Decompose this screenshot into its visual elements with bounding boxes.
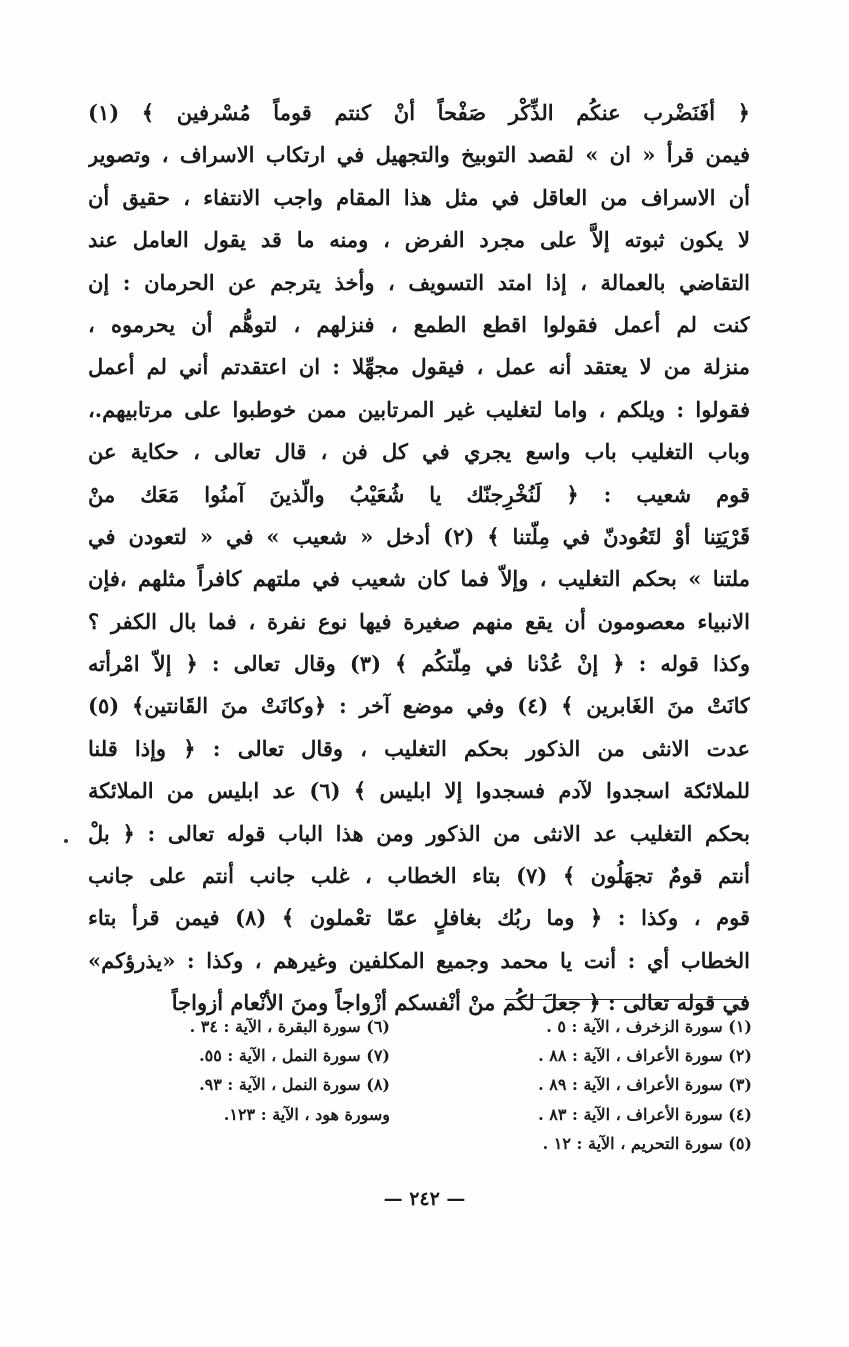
main-text: [88, 92, 750, 1025]
footnote: (٦) سورة البقرة ، الآية : ٣٤ .: [189, 1017, 390, 1036]
footnote: وسورة هود ، الآية : ١٢٣.: [223, 1104, 390, 1124]
footnote: (١) سورة الزخرف ، الآية : ٥ .: [546, 1017, 752, 1036]
text-line: عدت الانثى من الذكور بحكم التغليب ، وقال تعالى : ﴿ وإذا قلنا: [88, 735, 750, 761]
text-line: للملائكة اسجدوا لآدم فسجدوا إلا ابليس ﴾ (٦) عد ابليس من الملائكة: [88, 778, 750, 804]
text-line: الانبياء معصومون أن يقع منهم صغيرة فيها نوع نفرة ، فما بال الكفر ؟: [88, 608, 750, 634]
page-number: — ٢٤٢ —: [383, 1188, 466, 1210]
text-line: أن الاسراف من العاقل في مثل هذا المقام واجب الانتفاء ، حقيق أن: [88, 184, 750, 210]
text-line: وكذا قوله : ﴿ إنْ عُدْنا في مِلّتكُم ﴾ (٣) وقال تعالى : ﴿ إلاّ امْرأته: [88, 651, 750, 677]
footnote: (٢) سورة الأعراف ، الآية : ٨٨ .: [538, 1046, 752, 1066]
footnotes-left-column: [110, 1012, 390, 1129]
text-line: في قوله تعالى : ﴿ جعلَ لكُم منْ أنْفسكم أزْواجاً ومنَ الأنْعام أزواجاً: [171, 990, 750, 1016]
text-line: كانَتْ منَ الغَابرين ﴾ (٤) وفي موضع آخر : ﴿وكانَتْ منَ القَانتين﴾ (٥): [88, 693, 750, 719]
text-line: قَرْيَتِنا أوْ لتَعُودنّ في مِلّتنا ﴾ (٢) أدخل « شعيب » في « لتعودن في: [88, 523, 750, 549]
text-line: فيمن قرأ « ان » لقصد التوبيخ والتجهيل في ارتكاب الاسراف ، وتصوير: [88, 142, 750, 168]
text-line: ملتنا » بحكم التغليب ، وإلاّ فما كان شعيب في ملتهم كافراً مثلهم ،فإن: [88, 566, 750, 592]
margin-mark: [64, 839, 68, 843]
text-line: فقولوا : ويلكم ، واما لتغليب غير المرتابين ممن خوطبوا على مرتابيهم.،: [88, 396, 750, 422]
footnotes-right-column: [462, 1012, 752, 1158]
footnote: (٨) سورة النمل ، الآية : ٩٣.: [199, 1075, 390, 1095]
text-line: أنتم قومٌ تجهَلُون ﴾ (٧) بتاء الخطاب ، غلب جانب أنتم على جانب: [88, 863, 750, 889]
text-line: التقاضي بالعمالة ، إذا امتد التسويف ، وأخذ يترجم عن الحرمان : إن: [88, 269, 750, 295]
footnote: (٣) سورة الأعراف ، الآية : ٨٩ .: [538, 1075, 752, 1095]
text-line: ﴿ أفَنَضْرب عنكُم الذِّكْر صَفْحاً أنْ كنتم قوماً مُسْرفين ﴾ (١): [88, 100, 750, 125]
text-line: قوم شعيب : ﴿ لَنُخْرِجنّك يا شُعَيْبُ والّذينَ آمنُوا مَعَك منْ: [88, 481, 750, 507]
footnote: (٤) سورة الأعراف ، الآية : ٨٣ .: [538, 1104, 752, 1124]
text-line: قوم ، وكذا : ﴿ وما ربُك بغافلٍ عمّا تعْملون ﴾ (٨) فيمن قرأ بتاء: [88, 905, 750, 931]
text-line: كنت لم أعمل فقولوا اقطع الطمع ، فنزلهم ، لتوهُّم أن يحرموه ،: [88, 311, 750, 337]
text-line: منزلة من لا يعتقد أنه عمل ، فيقول مجهِّلا : ان اعتقدتم أني لم أعمل: [88, 354, 750, 380]
text-line: الخطاب أي : أنت يا محمد وجميع المكلفين وغيرهم ، وكذا : «يذرؤكم»: [88, 947, 750, 973]
footnote-separator: [505, 999, 747, 1000]
footnote: (٥) سورة التحريم ، الآية : ١٢ .: [542, 1133, 752, 1153]
footnote: (٧) سورة النمل ، الآية : ٥٥.: [199, 1046, 390, 1066]
text-line: بحكم التغليب عد الانثى من الذكور ومن هذا الباب قوله تعالى : ﴿ بلْ: [88, 820, 750, 846]
text-line: لا يكون ثبوته إلاَّ على مجرد الفرض ، ومنه ما قد يقول العامل عند: [88, 227, 750, 253]
text-line: وباب التغليب باب واسع يجري في كل فن ، قال تعالى ، حكاية عن: [88, 439, 750, 465]
